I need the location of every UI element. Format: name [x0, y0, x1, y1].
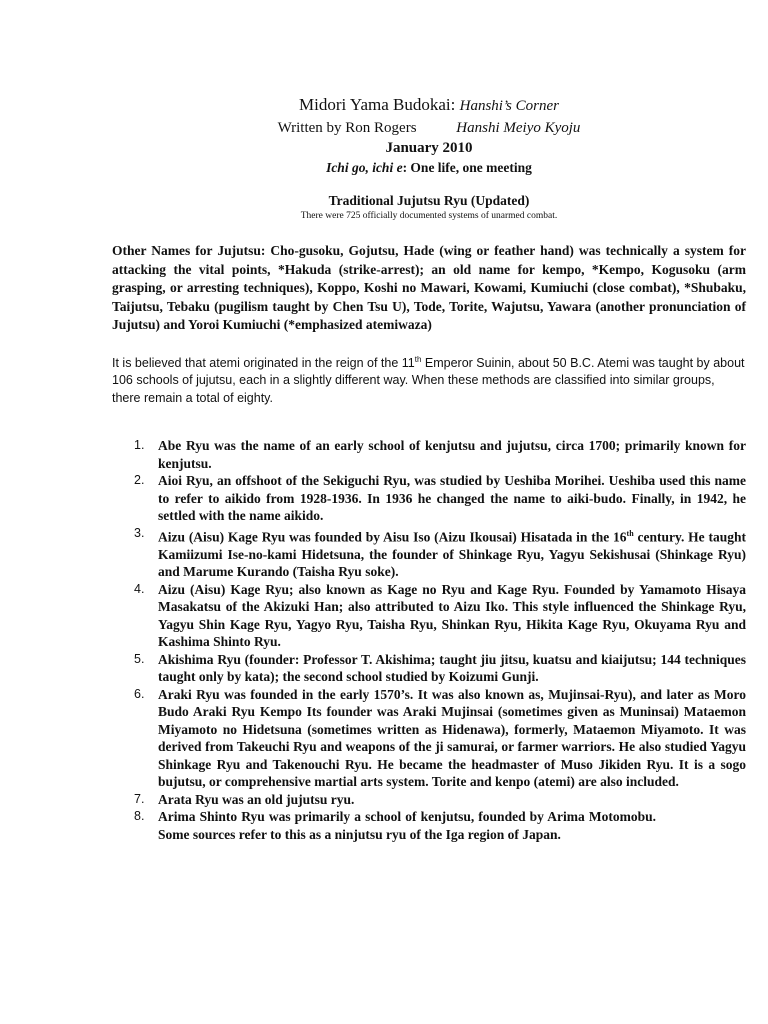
atemi-text-start: It is believed that atemi originated in the reign of the 11 [112, 355, 415, 370]
list-item [112, 472, 746, 525]
list-item-text: Abe Ryu was the name of an early school of kenjutsu and jujutsu, circa 1700; primarily known for kenjutsu. [158, 438, 746, 471]
list-item [112, 686, 746, 791]
section-note: There were 725 officially documented systems of unarmed combat. [300, 211, 558, 221]
list-number: 2. [134, 473, 145, 488]
list-item [112, 437, 746, 472]
list-item-text-end: century. He taught Kamiizumi Ise-no-kami Hidetsuna, the founder of Shinkage Ryu, Yagyu Sekishusai (Shinkage Ryu) and Marume Kurando (Taisha Ryu soke). [158, 529, 746, 580]
list-number: 8. [134, 809, 145, 824]
list-number: 7. [134, 791, 145, 806]
author-title: Hanshi Meiyo Kyoju [456, 120, 581, 136]
document-date: January 2010 [385, 140, 473, 156]
list-number: 5. [134, 651, 145, 666]
list-item-text: Akishima Ryu (founder: Professor T. Akishima; taught jiu jitsu, kuatsu and kiaijutsu; 144 techniques taught only by kata); the second school studied by Koizumi Gunji. [158, 651, 746, 685]
list-item [112, 791, 746, 809]
list-number: 4. [134, 581, 145, 596]
section-title: Traditional Jujutsu Ryu (Updated) [328, 193, 530, 208]
list-item-text: Aioi Ryu, an offshoot of the Sekiguchi Ryu, was studied by Ueshiba Morihei. Ueshiba used this name to refer to aikido from 1928-1936. In 1936 he changed the name to aiki-budo. Finally, in 1942, he settled with the name aikido. [158, 473, 746, 524]
other-names-paragraph: Other Names for Jujutsu: Cho-gusoku, Gojutsu, Hade (wing or feather hand) was technically a system for attacking the vital points, *Hakuda (strike-arrest); an old name for kempo, *Kempo, Kogusoku (arm grasping, or arresting techniques), Koppo, Koshi no Mawari, Kowami, Kumiuchi (close combat), *Shubaku, Taijutsu, Tebaku (pugilism taught by Chen Tsu U), Tode, Torite, Wajutsu, Yawara (another pronunciation of Jujutsu) and Yoroi Kumiuchi (*emphasized atemiwaza) [112, 243, 746, 332]
atemi-text-end: Emperor Suinin, about 50 B.C. Atemi was taught by about 106 schools of jujutsu, each in a slightly different way. When these methods are classified into similar groups, there remain a total of eighty. [112, 355, 745, 405]
atemi-superscript: th [414, 354, 422, 364]
document-page [112, 94, 746, 843]
document-title [112, 94, 746, 117]
motto-japanese: Ichi go, ichi e [326, 160, 403, 175]
list-item-text: Arima Shinto Ryu was primarily a school of kenjutsu, founded by Arima Motomobu. Some sources refer to this as a ninjutsu ryu of the Iga region of Japan. [158, 809, 656, 842]
author: Written by Ron Rogers [277, 120, 417, 136]
list-number: 6. [134, 686, 145, 701]
list-number: 3. [134, 525, 145, 540]
ryu-list [112, 437, 746, 843]
list-item [112, 581, 746, 651]
list-item-superscript: th [626, 528, 634, 538]
motto-english: : One life, one meeting [402, 160, 532, 175]
byline [112, 118, 746, 138]
list-item-text: Araki Ryu was founded in the early 1570’s. It was also known as, Mujinsai-Ryu), and later as Moro Budo Araki Ryu Kempo Its founder was Araki Mujinsai (sometimes given as Muninsai) Mataemon Miyamoto no Hidetsuna (sometimes written as Hidenawa), formerly, Mataemon Miyamoto. It was derived from Takeuchi Ryu and weapons of the ji samurai, or farmer warriors. He also studied Yagyu Shinkage Ryu and Takenouchi Ryu. He became the headmaster of Muso Jikiden Ryu. It is a sogo bujutsu, or comprehensive martial arts system. Torite and kenpo (atemi) are also included. [158, 686, 746, 790]
list-item [112, 651, 746, 686]
title-subtitle: Hanshi’s Corner [459, 98, 559, 114]
title-main: Midori Yama Budokai: [299, 95, 456, 114]
list-item [112, 808, 656, 843]
list-item-text: Aizu (Aisu) Kage Ryu; also known as Kage no Ryu and Kage Ryu. Founded by Yamamoto Hisaya Masakatsu of the Akizuki Han; also attributed to Aizu Iko. This style influenced the Shinkage Ryu, Yagyu Shin Kage Ryu, Yagyo Ryu, Taisha Ryu, Shinkan Ryu, Hikita Kage Ryu, Okuyama Ryu and Kashima Shinto Ryu. [158, 581, 746, 650]
list-item-text: Aizu (Aisu) Kage Ryu was founded by Aisu Iso (Aizu Ikousai) Hisatada in the 16 [158, 529, 627, 545]
list-item [112, 525, 746, 581]
atemi-paragraph [112, 351, 746, 408]
motto [112, 158, 746, 178]
list-item-text: Arata Ryu was an old jujutsu ryu. [158, 791, 355, 807]
list-number: 1. [134, 438, 145, 453]
